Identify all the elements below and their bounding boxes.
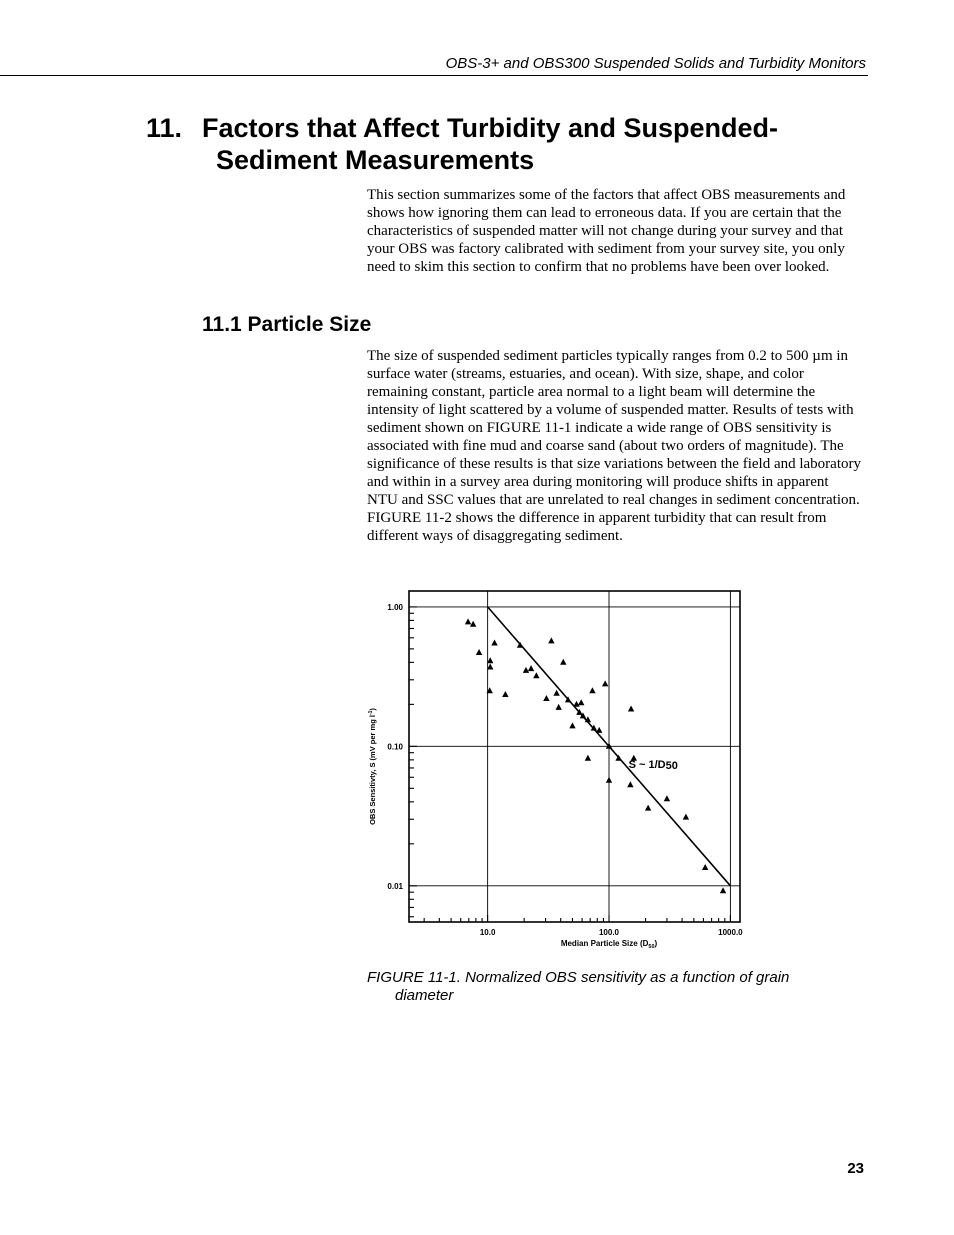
data-point	[523, 667, 529, 673]
figure-caption-line1: FIGURE 11-1. Normalized OBS sensitivity as a function of grain	[367, 969, 790, 986]
y-axis-title-sup: -1	[368, 710, 374, 716]
data-point	[664, 795, 670, 801]
running-header: OBS-3+ and OBS300 Suspended Solids and Turbidity Monitors	[445, 55, 866, 72]
data-point	[627, 781, 633, 787]
chart-ticks	[409, 607, 730, 922]
data-point	[491, 639, 497, 645]
chapter-number: 11.	[146, 113, 183, 143]
data-point	[543, 695, 549, 701]
y-tick-label: 0.01	[387, 881, 403, 891]
data-point	[569, 722, 575, 728]
section-paragraph: The size of suspended sediment particles typically ranges from 0.2 to 500 µm in surface water (streams, estuaries, and ocean). With size, shape, and color remaining constant, particle area normal to a light beam will determine the intensity of light scattered by a volume of suspended matter. Results of tests with sediment shown on FIGURE 11-1 indicate a wide range of OBS sensitivity is associated with fine mud and coarse sand (about two orders of magnitude). The significance of these results is that size variations between the field and laboratory and within in a survey area during monitoring will produce shifts in apparent NTU and SSC values that are unrelated to real changes in sediment concentration. FIGURE 11-2 shows the difference in apparent turbidity that can result from different ways of disaggregating sediment.	[367, 348, 861, 544]
y-axis-title	[368, 708, 377, 825]
x-axis-title-sub: 50	[648, 944, 655, 950]
data-point	[602, 680, 608, 686]
page-number: 23	[847, 1160, 864, 1177]
data-point	[465, 618, 471, 624]
figure-caption-line2: diameter	[395, 987, 454, 1004]
data-point	[533, 672, 539, 678]
data-point	[628, 705, 634, 711]
chapter-title-line2: Sediment Measurements	[216, 145, 535, 175]
data-point	[606, 777, 612, 783]
data-point	[596, 727, 602, 733]
figure-caption	[367, 969, 837, 1005]
data-point	[560, 659, 566, 665]
data-point	[548, 637, 554, 643]
data-point	[720, 887, 726, 893]
intro-paragraph: This section summarizes some of the factors that affect OBS measurements and shows how ignoring them can lead to erroneous data. If you are certain that the characteristics of suspended matter will not change during your survey and that your OBS was factory calibrated with sediment from your survey site, you only need to skim this section to confirm that no problems have been over looked.	[367, 187, 846, 275]
x-axis-title-main: Median Particle Size (D	[560, 939, 649, 948]
chart-grid	[409, 591, 740, 922]
data-point	[683, 814, 689, 820]
header-rule	[0, 75, 868, 76]
figure-11-1	[360, 585, 760, 955]
x-axis-title-end: )	[654, 939, 658, 948]
section-heading: 11.1 Particle Size	[202, 313, 372, 336]
sensitivity-chart	[360, 585, 760, 955]
data-point	[528, 665, 534, 671]
x-tick-label: 10.0	[479, 928, 496, 937]
y-axis-title-main: OBS Sensitivty, S (mV per mg l	[368, 715, 377, 825]
data-points	[465, 618, 726, 893]
y-axis-title-end: )	[368, 708, 377, 711]
y-tick-label: 1.00	[387, 602, 403, 612]
fit-line-label	[629, 759, 678, 772]
data-point	[589, 687, 595, 693]
data-point	[555, 704, 561, 710]
data-point	[645, 805, 651, 811]
data-point	[502, 691, 508, 697]
y-tick-label: 0.10	[387, 742, 403, 752]
x-tick-label: 1000.0	[718, 928, 743, 937]
data-point	[476, 649, 482, 655]
fit-label-sub: 50	[665, 759, 678, 772]
data-point	[585, 755, 591, 761]
fit-label-main: S ~ 1/D	[628, 758, 666, 771]
data-point	[573, 701, 579, 707]
data-point	[578, 699, 584, 705]
data-point	[553, 690, 559, 696]
chapter-title-line1: Factors that Affect Turbidity and Suspended-	[202, 113, 779, 143]
plot-frame	[409, 591, 740, 922]
data-point	[702, 864, 708, 870]
x-axis-title	[561, 939, 658, 950]
chart-labels	[387, 603, 743, 937]
x-tick-label: 100.0	[598, 928, 620, 937]
